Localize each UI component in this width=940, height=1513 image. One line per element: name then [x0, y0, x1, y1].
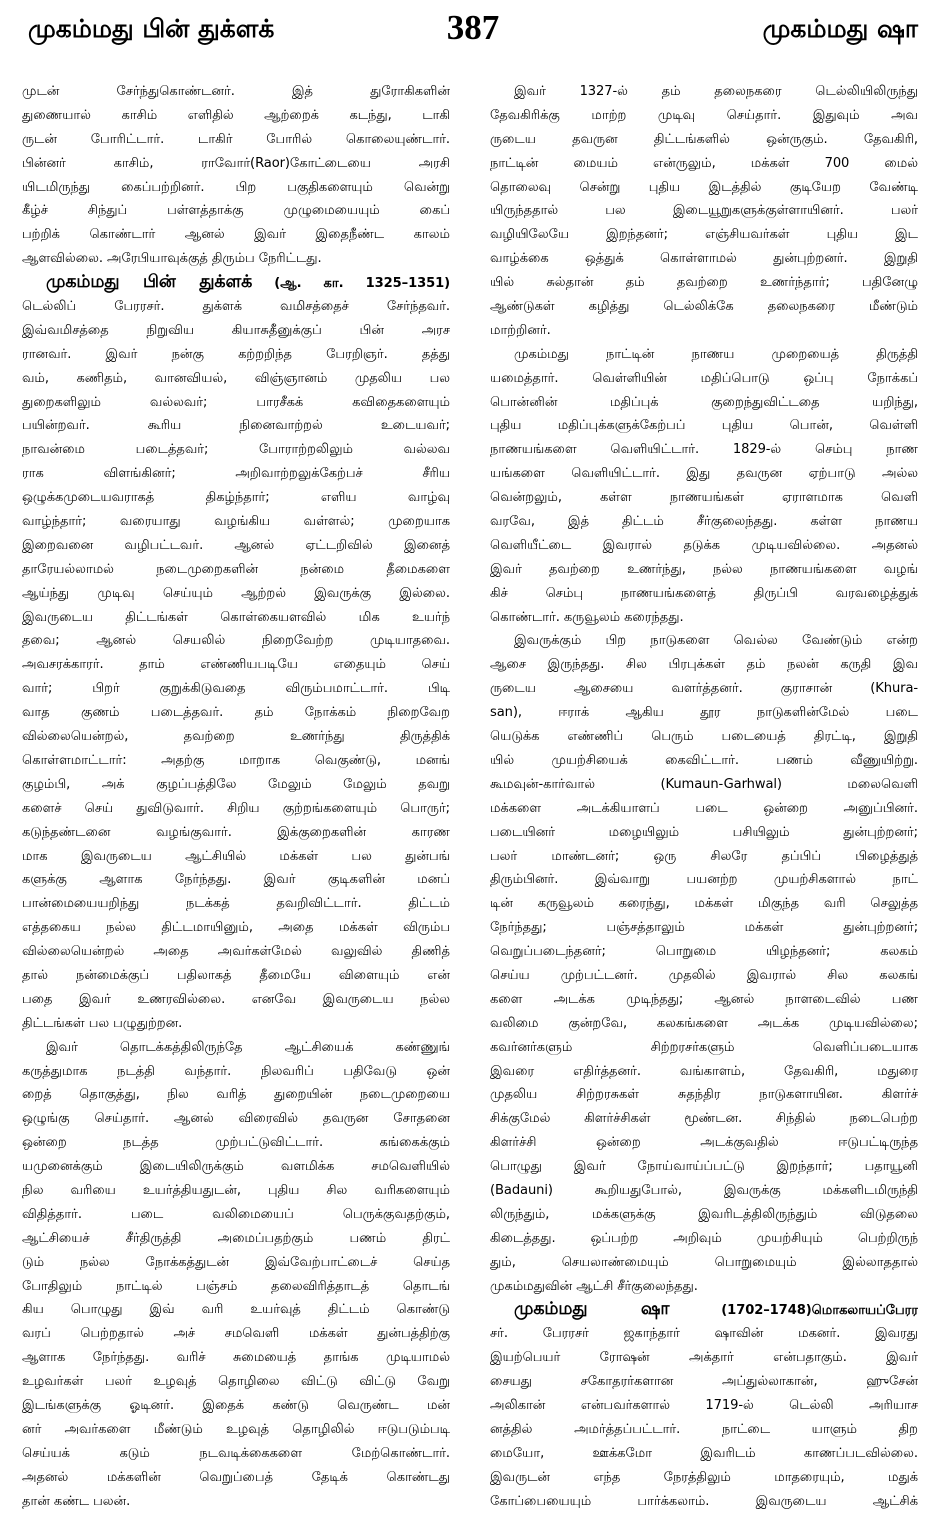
text-line: பதை இவர் உணரவில்லை. எனவே இவருடைய நல்ல — [22, 991, 450, 1007]
text-line: எத்தகைய நல்ல திட்டமாயினும், அதை மக்கள் விரும்ப — [22, 920, 450, 936]
text-line: களை அடக்க முடிந்தது; ஆனல் நாளடைவில் பண — [490, 991, 918, 1007]
text-line: இவருக்கும் பிற நாடுகளை வெல்ல வேண்டும் என்ற — [514, 633, 918, 649]
text-line: தால் நன்மைக்குப் பதிலாகத் தீமையே விளையும் என் — [22, 967, 450, 983]
text-line: கிளர்ச்சி ஒன்றை அடக்குவதில் ஈடுபட்டிருந்த — [490, 1135, 918, 1151]
text-line: அவசரக்காரர். தாம் எண்ணியபடியே எதையும் செய் — [22, 657, 450, 673]
text-line: இறைவனை வழிபட்டவர். ஆனல் ஏட்டறிவில் இனைத் — [22, 537, 450, 553]
text-line: தேவகிரிக்கு மாற்ற முடிவு செய்தார். இதுவும் அவ — [490, 107, 918, 123]
text-line: கிடைத்தது. ஒப்பற்ற அறிவும் முயற்சியும் பெற்றிருந் — [490, 1230, 918, 1246]
text-line: பான்மையையறிந்து நடக்கத் தவறிவிட்டார். திட்டம் — [22, 896, 450, 912]
right-column — [490, 80, 918, 1513]
text-line: முகம்மது நாட்டின் நாணய முறையைத் திருத்தி — [514, 346, 918, 362]
text-line: மாற்றினர். — [490, 322, 551, 338]
text-line: வரவே, இத் திட்டம் சீர்குலைந்தது. கள்ள நாணய — [490, 514, 918, 530]
text-line: கூமவுன்-கார்வால் (Kumaun-Garhwal) மலைவெளி — [490, 776, 918, 792]
text-line: தொலைவு சென்று புதிய இடத்தில் குடியேற வேண்டி — [490, 179, 918, 195]
text-line: திரும்பினர். இவ்வாறு பயனற்ற முயற்சிகளால் நாட் — [490, 872, 918, 888]
text-line: வென்றலும், கள்ள நாணயங்கள் ஏராளமாக வெளி — [490, 490, 918, 506]
text-line: டின் கருவூலம் கரைந்து, மக்கள் மிகுந்த வரி செலுத்த — [490, 896, 918, 912]
entry-heading: முகம்மது பின் துக்ளக் — [46, 272, 253, 293]
text-line: வாத குணம் படைத்தவர். தம் நோக்கம் நிறைவேற — [22, 705, 450, 721]
text-line: வலிமை குன்றவே, கலகங்களை அடக்க முடியவில்லை; — [490, 1015, 918, 1031]
text-line: படையினர் மழையிலும் பசியிலும் துன்புற்றனர்; — [490, 824, 918, 840]
text-line: யில் முயற்சியைக் கைவிட்டார். பணம் வீணுயிற்று. — [490, 752, 918, 768]
text-line: ஆளவில்லை. அரேபியாவுக்குத் திரும்ப நேரிட்டது. — [22, 251, 322, 267]
text-line: லிருந்தும், மக்களுக்கு இவரிடத்திலிருந்தும் விடுதலை — [490, 1206, 918, 1222]
text-line: வாழ்ந்தார்; வரையாது வழங்கிய வள்ளல்; முறையாக — [22, 514, 450, 530]
text-line: நில வரியை உயர்த்தியதுடன், புதிய சில வரிகளையும் — [22, 1182, 450, 1198]
text-line: பொன்னின் மதிப்புக் குறைந்துவிட்டதை யறிந்து, — [490, 394, 918, 410]
text-line: பலர் மாண்டனர்; ஒரு சிலரே தப்பிப் பிழைத்துத் — [490, 848, 918, 864]
text-line: நேர்ந்தது; பஞ்சத்தாலும் மக்கள் துன்புற்றனர்; — [490, 920, 918, 936]
text-line: ஆசை இருந்தது. சில பிரபுக்கள் தம் நலன் கருதி இவ — [490, 657, 918, 673]
text-line: குழம்பி, அக் குழப்பத்திலே மேலும் மேலும் தவறு — [22, 776, 450, 792]
text-line: வரப் பெற்றதால் அச் சமவெளி மக்கள் துன்பத்திற்கு — [22, 1326, 450, 1342]
text-line: மையோ, ஊக்கமோ இவரிடம் காணப்படவில்லை. — [490, 1445, 918, 1461]
text-line: (Badauni) கூறியதுபோல், இவருக்கு மக்களிடமிருந்தி — [490, 1182, 918, 1198]
text-line: விதித்தார். படை வலிமையைப் பெருக்குவதற்கும், — [22, 1206, 450, 1222]
text-line: ஆய்ந்து முடிவு செய்யும் ஆற்றல் இவருக்கு இல்லை. — [22, 585, 450, 601]
text-line: தான் கண்ட பலன். — [22, 1493, 131, 1509]
entry-heading-line — [490, 1298, 918, 1322]
text-line: மாக இவருடைய ஆட்சியில் மக்கள் பல துன்பங் — [22, 848, 450, 864]
text-line: பயின்றவர். கூரிய நினைவாற்றல் உடையவர்; — [22, 418, 450, 434]
text-line: யிருந்ததால் பல இடையூறுகளுக்குள்ளாயினர். பலர் — [490, 203, 918, 219]
text-line: போதிலும் நாட்டில் பஞ்சம் தலைவிரித்தாடத் தொடங் — [22, 1278, 450, 1294]
header-right-title: முகம்மது ஷா — [762, 14, 918, 43]
text-line: கீழ்ச் சிந்துப் பள்ளத்தாக்கு முழுமையையும் கைப் — [22, 203, 450, 219]
text-line: பின்னர் காசிம், ராவோர்(Raor)கோட்டையை அரசி — [22, 155, 450, 171]
text-line: முடன் சேர்ந்துகொண்டனர். இத் துரோகிகளின் — [22, 84, 450, 99]
page-header — [28, 8, 918, 62]
text-line: வார்; பிறர் குறுக்கிடுவதை விரும்பமாட்டார். பிடி — [22, 681, 450, 697]
text-line: இவரை எதிர்த்தனர். வங்காளம், தேவகிரி, மதுரை — [490, 1063, 918, 1079]
text-line: ஒன்றை நடத்த முற்பட்டுவிட்டார். கங்கைக்கும் — [22, 1135, 450, 1151]
text-line: யில் சுல்தான் தம் தவற்றை உணர்ந்தார்; பதினேழு — [490, 275, 918, 291]
entry-dates: (1702–1748)மொகலாயப்பேரர — [669, 1303, 918, 1319]
text-line: நாவன்மை படைத்தவர்; போராற்றலிலும் வல்லவ — [22, 442, 450, 458]
page-number: 387 — [446, 8, 500, 47]
text-line: சையது சகோதரர்களான அப்துல்லாகான், ஹுசேன் — [490, 1374, 918, 1390]
text-line: கிச் செம்பு நாணயங்களைத் திருப்பி வரவழைத்துக் — [490, 585, 918, 601]
entry-heading-line — [22, 271, 450, 295]
entry-dates: (ஆ. கா. 1325–1351) — [252, 276, 450, 292]
text-line: டெல்லிப் பேரரசர். துக்ளக் வமிசத்தைச் சேர்ந்தவர். — [22, 299, 450, 315]
text-line: வில்லையென்றல், தவற்றை உணர்ந்து திருத்திக் — [22, 729, 450, 745]
text-line: வாழ்க்கை ஒத்துக் கொள்ளாமல் துன்புற்றனர். இறுதி — [490, 251, 918, 267]
entry-heading: முகம்மது ஷா — [514, 1299, 670, 1320]
text-line: னத்தில் அமர்த்தப்பட்டார். நாட்டை யாளும் திற — [490, 1421, 918, 1437]
text-line: கவர்னர்களும் சிற்றரசர்களும் வெளிப்படையாக — [490, 1039, 918, 1055]
text-line: கடுந்தண்டனை வழங்குவார். இக்குறைகளின் காரண — [22, 824, 450, 840]
text-line: கொள்ளமாட்டார்: அதற்கு மாறாக வெகுண்டு, மனங் — [22, 752, 450, 768]
text-line: வழியிலேயே இறந்தனர்; எஞ்சியவர்கள் புதிய இட — [490, 227, 918, 243]
text-line: இடங்களுக்கு ஓடினர். இதைக் கண்டு வெருண்ட மன் — [22, 1397, 450, 1413]
text-line: தாரேயல்லாமல் நடைமுறைகளின் நன்மை தீமைகளை — [22, 561, 450, 577]
text-line: யமைத்தார். வெள்ளியின் மதிப்பொடு ஒப்பு நோக்கப் — [490, 370, 918, 386]
text-line: ஆட்சியைச் சீர்திருத்தி அமைப்பதற்கும் பணம் திரட் — [22, 1230, 450, 1246]
text-line: யங்களை வெளியிட்டார். இது தவருன ஏற்பாடு அல்ல — [490, 466, 918, 482]
text-line: துணையால் காசிம் எளிதில் ஆற்றைக் கடந்து, டாகி — [22, 107, 450, 123]
text-line: முதலிய சிற்றரசுகள் சுதந்திர நாடுகளாயின. கிளர்ச் — [490, 1087, 918, 1103]
header-left-title: முகம்மது பின் துக்ளக் — [28, 14, 275, 43]
text-line: இவருடைய திட்டங்கள் கொள்கையளவில் மிக உயர்ந் — [22, 609, 450, 625]
text-line: இவர் தவற்றை உணர்ந்து, நல்ல நாணயங்களை வழங் — [490, 561, 918, 577]
text-line: இவருடன் எந்த நேரத்திலும் மாதரையும், மதுக் — [490, 1469, 918, 1485]
text-line: அலிகான் என்பவர்களால் 1719-ல் டெல்லி அரியாச — [490, 1397, 918, 1413]
left-column — [22, 80, 450, 1513]
text-line: புதிய மதிப்புக்களுக்கேற்பப் புதிய பொன், வெள்ளி — [490, 418, 918, 434]
text-line: செய்யக் கடும் நடவடிக்கைகளை மேற்கொண்டார். — [22, 1445, 450, 1461]
text-line: ஒழுங்கு செய்தார். ஆனல் விரைவில் தவருன சோதனை — [22, 1111, 450, 1127]
text-line: யெடுக்க எண்ணிப் பெரும் படையைத் திரட்டி, இறுதி — [490, 729, 918, 745]
text-line: கொண்டார். கருவூலம் கரைந்தது. — [490, 609, 684, 625]
text-line: ஆண்டுகள் கழித்து டெல்லிக்கே தலைநகரை மீண்டும் — [490, 299, 918, 315]
text-line: நாட்டின் மையம் என்ருலும், மக்கள் 700 மைல் — [490, 155, 918, 171]
text-line: இயற்பெயர் ரோஷன் அக்தார் என்பதாகும். இவர் — [490, 1350, 918, 1366]
text-line: பற்றிக் கொண்டார் ஆனல் இவர் இதைநீண்ட காலம் — [22, 227, 450, 243]
text-line: செய்ய முற்பட்டனர். முதலில் இவரால் சில கலகங் — [490, 967, 918, 983]
text-line: மக்களை அடக்கியாளப் படை ஒன்றை அனுப்பினர். — [490, 800, 918, 816]
text-line: டும் நல்ல நோக்கத்துடன் இவ்வேற்பாட்டைச் செய்த — [22, 1254, 450, 1270]
text-line: யமுனைக்கும் இடையிலிருக்கும் வளமிக்க சமவெளியில் — [22, 1159, 450, 1175]
text-line: தவை; ஆனல் செயலில் நிறைவேற்ற முடியாதவை. — [22, 633, 450, 649]
text-line: ஒழுக்கமுடையவராகத் திகழ்ந்தார்; எளிய வாழ்வு — [22, 490, 450, 506]
text-line: இவ்வமிசத்தை நிறுவிய கியாசுதீனுக்குப் பின் அரச — [22, 322, 450, 338]
text-line: ரானவர். இவர் நன்கு கற்றறிந்த பேரறிஞர். தத்து — [22, 346, 450, 362]
text-line: ஆளாக நேர்ந்தது. வரிச் சுமையைத் தாங்க முடியாமல் — [22, 1350, 450, 1366]
text-line: san), ஈராக் ஆகிய தூர நாடுகளின்மேல் படை — [490, 705, 918, 721]
text-line: கருத்துமாக நடத்தி வந்தார். நிலவரிப் பதிவேடு ஒன் — [22, 1063, 450, 1079]
text-line: துறைகளிலும் வல்லவர்; பாரசீகக் கவிதைகளையும் — [22, 394, 450, 410]
text-line: கோப்பையையும் பார்க்கலாம். இவருடைய ஆட்சிக் — [490, 1493, 918, 1509]
text-line: களுக்கு ஆளாக நேர்ந்தது. இவர் குடிகளின் மனப் — [22, 872, 450, 888]
text-line: களைச் செய் துவிடுவார். சிறிய குற்றங்களையும் பொருர்; — [22, 800, 450, 816]
text-line: பொழுது இவர் நோய்வாய்ப்பட்டு இறந்தார்; பதாயூனி — [490, 1159, 918, 1175]
text-line: சிக்குமேல் கிளர்ச்சிகள் மூண்டன. சிந்தில் நடைபெற்ற — [490, 1111, 918, 1127]
text-line: வம், கணிதம், வானவியல், விஞ்ஞானம் முதலிய பல — [22, 370, 450, 386]
text-line: வெறுப்படைந்தனர்; பொறுமை யிழந்தனர்; கலகம் — [490, 944, 918, 960]
text-line: அதனல் மக்களின் வெறுப்பைத் தேடிக் கொண்டது — [22, 1469, 450, 1485]
text-line: றைத் தொகுத்து, நில வரித் துறையின் நடைமுறையை — [22, 1087, 450, 1103]
text-line: வெளியீட்டை இவரால் தடுக்க முடியவில்லை. அதனல் — [490, 537, 918, 553]
text-line: ருடைய தவருன திட்டங்களில் ஒன்ருகும். தேவகிரி, — [490, 131, 918, 147]
text-line: ருடன் போரிட்டார். டாகிர் போரில் கொலையுண்டார். — [22, 131, 450, 147]
text-line: திட்டங்கள் பல பழுதுற்றன. — [22, 1015, 183, 1031]
text-line: ருடைய ஆசையை வளர்த்தனர். குராசான் (Khura- — [490, 681, 918, 697]
text-line: சர். பேரரசர் ஜகாந்தார் ஷாவின் மகனர். இவரது — [490, 1326, 918, 1342]
text-line: இவர் 1327-ல் தம் தலைநகரை டெல்லியிலிருந்து — [514, 84, 918, 99]
text-line: இவர் தொடக்கத்திலிருந்தே ஆட்சியைக் கண்ணுங் — [46, 1039, 450, 1055]
text-line: னர் அவர்களை மீண்டும் உழவுத் தொழிலில் ஈடுபடும்படி — [22, 1421, 450, 1437]
text-line: நாணயங்களை வெளியிட்டார். 1829-ல் செம்பு நாண — [490, 442, 918, 458]
text-line: யிடமிருந்து கைப்பற்றினர். பிற பகுதிகளையும் வென்று — [22, 179, 450, 195]
text-line: வில்லையென்றல் அதை அவர்கள்மேல் வலுவில் திணித் — [22, 944, 450, 960]
text-line: தும், செயலாண்மையும் பொறுமையும் இல்லாததால் — [490, 1254, 918, 1270]
text-line: ராக விளங்கினர்; அறிவாற்றலுக்கேற்பச் சீரிய — [22, 466, 450, 482]
text-line: முகம்மதுவின் ஆட்சி சீர்குலைந்தது. — [490, 1278, 698, 1294]
text-line: கிய பொழுது இவ் வரி உயர்வுத் திட்டம் கொண்டு — [22, 1302, 450, 1318]
text-line: உழவர்கள் பலர் உழவுத் தொழிலை விட்டு விட்டு வேறு — [22, 1374, 450, 1390]
